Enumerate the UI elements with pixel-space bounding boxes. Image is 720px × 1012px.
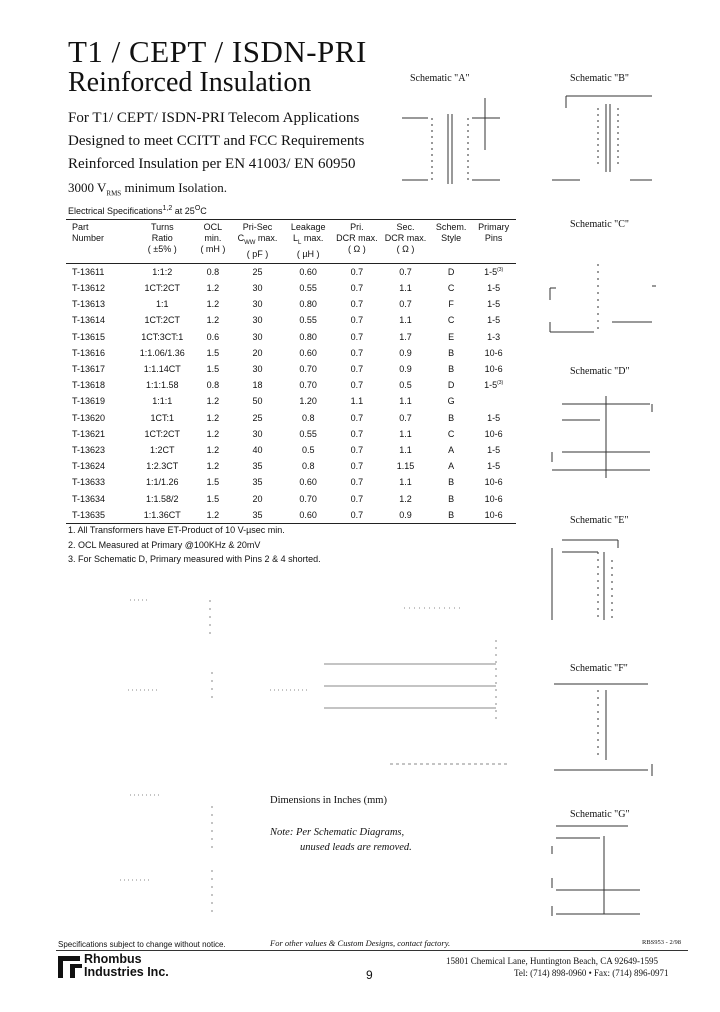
table-cell: 0.7 [350,347,364,358]
schematic-f-label: Schematic "F" [570,663,628,674]
table-cell: 0.80 [299,299,317,310]
schematic-c-diagram [550,264,656,332]
table-cell: 1.2 [206,299,220,310]
schematic-a-label: Schematic "A" [410,73,470,84]
table-cell: 0.70 [299,364,317,375]
table-cell: T-13620 [72,412,106,423]
table-cell: 35 [252,461,263,472]
schematic-d-diagram [552,396,652,478]
table-cell: 0.7 [350,266,364,277]
table-cell: 50 [252,396,263,407]
table-cell: 0.8 [206,380,220,391]
table-cell: 0.55 [299,283,317,294]
table-cell: 0.8 [301,412,315,423]
mechanical-outline [120,600,510,912]
table-cell: G [447,396,455,407]
table-cell: 0.5 [301,444,315,455]
table-cell: D [447,266,455,277]
table-cell: T-13612 [72,283,106,294]
dimensions-caption: Dimensions in Inches (mm) [270,795,387,806]
table-cell: 10-6 [471,507,516,524]
table-cell: 1:1.14CT [143,364,181,375]
schematic-a-diagram [402,98,500,184]
table-cell: 0.7 [350,444,364,455]
table-cell: T-13623 [72,444,106,455]
table-cell: 1-5 [487,315,501,326]
schematic-b-label: Schematic "B" [570,73,629,84]
table-cell: 10-6 [484,347,503,358]
table-cell: 25 [252,266,263,277]
table-cell: 0.9 [399,364,412,375]
table-cell: 1CT:2CT [144,283,181,294]
table-cell: 1:1:1.58 [146,380,179,391]
table-cell: 30 [252,315,263,326]
table-cell: B [448,364,455,375]
table-cell: 0.55 [299,315,317,326]
table-cell: 1-5 [487,412,501,423]
table-cell: 1.5 [206,493,220,504]
note-item: 3. For Schematic D, Primary measured with Pins 2 & 4 shorted. [68,554,321,564]
table-cell: 1.5 [206,347,220,358]
table-cell: 1-5$^{(3)}$ [484,266,504,277]
table-cell: 0.7 [399,299,412,310]
table-cell: 0.7 [350,315,364,326]
table-cell: 40 [252,444,263,455]
table-cell: 1-5 [487,461,501,472]
table-cell: 1:1/1.26 [146,477,179,488]
col-pri-dcr: Pri. DCR max. ( Ω ) [334,220,381,264]
table-cell: C [447,283,455,294]
table-cell: 1-3 [487,331,501,342]
table-cell: 1:1 [156,299,169,310]
feature-line: For T1/ CEPT/ ISDN-PRI Telecom Applications [68,110,360,126]
table-cell: 30 [252,299,263,310]
note-item: 2. OCL Measured at Primary @100KHz & 20mV [68,539,261,550]
isolation-rating: 3000 $V_{RMS}$ minimum Isolation. [68,180,228,198]
page-number: 9 [366,968,373,982]
table-cell: 1.2 [206,315,220,326]
schematic-g-diagram [552,826,640,916]
table-cell: 1.15 [396,461,415,472]
table-cell: 0.7 [350,477,364,488]
table-cell: 30 [252,331,263,342]
table-cell: 0.9 [399,347,412,358]
table-cell: 0.6 [206,331,220,342]
table-cell: 0.7 [350,461,364,472]
page-title: T1 / CEPT / ISDN-PRI [68,34,367,69]
table-cell: 0.7 [350,299,364,310]
table-cell: 1.1 [350,396,364,407]
table-cell: 1.5 [206,477,220,488]
col-sec-dcr: Sec. DCR max. ( Ω ) [380,220,431,264]
table-cell: 1:2CT [150,444,175,455]
table-cell: 1.1 [399,428,412,439]
table-cell: T-13611 [72,266,105,277]
table-cell: 0.7 [399,412,412,423]
table-cell: 10-6 [484,428,503,439]
table-cell: 1.2 [206,283,220,294]
table-cell: 0.7 [350,493,364,504]
table-cell: T-13613 [72,299,106,310]
table-cell: T-13634 [72,493,106,504]
table-cell: 1.2 [399,493,412,504]
table-cell: T-13618 [72,380,106,391]
table-cell: 1.1 [399,444,412,455]
table-cell: C [447,315,455,326]
table-cell: 1:1.58/2 [146,493,179,504]
page-subtitle: Reinforced Insulation [68,67,312,98]
footer-divider [56,950,688,951]
table-cell: 1-5 [487,283,501,294]
table-cell: E [448,331,455,342]
table-cell: 0.8 [206,266,220,277]
feature-line: Designed to meet CCITT and FCC Requirements [68,133,365,149]
table-cell: 0.7 [350,428,364,439]
table-cell: 1:1:2 [152,266,173,277]
table-cell: 0.80 [299,331,317,342]
table-cell: T-13616 [72,347,106,358]
table-cell: 0.7 [350,331,364,342]
table-cell: 0.7 [399,266,412,277]
table-cell: 1-5 [487,299,501,310]
table-cell: A [448,461,455,472]
table-cell: A [448,444,455,455]
feature-line: Reinforced Insulation per EN 41003/ EN 60950 [68,156,356,172]
table-cell: 1-5$^{(3)}$ [484,380,504,391]
table-cell: 0.7 [334,507,381,524]
table-cell: B [448,493,455,504]
table-cell: B [448,412,455,423]
note-item: 1. All Transformers have ET-Product of 10 V-µsec min. [68,525,285,535]
table-cell: 1CT:3CT:1 [141,331,184,342]
table-cell: 1:1.36CT [131,507,194,524]
table-cell: 0.70 [299,493,317,504]
col-schematic-style: Schem. Style [431,220,472,264]
schematic-e-label: Schematic "E" [570,515,629,526]
footer-custom-designs: For other values & Custom Designs, contact factory. [270,938,451,948]
table-cell: 10-6 [484,364,503,375]
table-cell: 1.5 [206,364,220,375]
table-cell: T-13614 [72,315,106,326]
schematic-b-diagram [552,96,652,180]
table-cell: 1.1 [399,315,412,326]
schematic-note: Note: Per Schematic Diagrams, unused leads are removed. [270,827,412,853]
table-cell: 1.1 [399,283,412,294]
table-cell: D [447,380,455,391]
footer-doc-code: RBS953 - 2/98 [642,939,682,946]
table-cell: 1:1.06/1.36 [139,347,185,358]
table-cell: B [448,477,455,488]
table-cell: 30 [252,364,263,375]
table-cell: 1.2 [194,507,233,524]
col-part-number: Part Number [66,220,131,264]
table-cell: 0.60 [299,347,317,358]
table-cell: T-13617 [72,364,106,375]
table-cell: B [431,507,472,524]
table-cell: 0.5 [399,380,412,391]
table-cell: 35 [252,477,263,488]
table-cell: 10-6 [484,493,503,504]
table-cell: C [447,428,455,439]
col-capacitance: Pri-Sec $C_{WW}$ max. ( pF ) [232,220,283,264]
table-cell: 1.2 [206,428,220,439]
table-cell: 10-6 [484,477,503,488]
table-cell: T-13633 [72,477,106,488]
schematic-g-label: Schematic "G" [570,809,630,820]
table-cell: 0.7 [350,364,364,375]
schematic-d-label: Schematic "D" [570,366,630,377]
table-cell: 1.20 [299,396,317,407]
table-cell: 0.7 [350,380,364,391]
company-name: Rhombus Industries Inc. [84,952,169,979]
table-cell: T-13621 [72,428,106,439]
table-cell: 0.7 [350,412,364,423]
table-cell: T-13624 [72,461,106,472]
table-cell: 20 [252,493,263,504]
schematic-c-label: Schematic "C" [570,219,629,230]
table-cell: T-13615 [72,331,106,342]
table-cell: 1.7 [399,331,412,342]
table-cell: 20 [252,347,263,358]
table-cell: 0.9 [380,507,431,524]
table-cell: T-13635 [66,507,131,524]
schematic-e-diagram [552,540,618,620]
table-cell: 18 [252,380,263,391]
table-cell: 0.60 [299,266,317,277]
spec-caption: Electrical Specifications$^{1,2}$ at $25^OC$ [68,205,207,216]
table-cell: 1.2 [206,461,220,472]
table-cell: 1-5 [487,444,501,455]
table-cell: 1.2 [206,412,220,423]
table-cell: 1:2.3CT [146,461,179,472]
table-cell: 0.55 [299,428,317,439]
table-cell: 0.60 [283,507,334,524]
table-cell: 30 [252,283,263,294]
table-cell: 1.2 [206,396,220,407]
table-cell: 0.70 [299,380,317,391]
col-turns-ratio: Turns Ratio ( ±5% ) [131,220,194,264]
table-cell: B [448,347,455,358]
table-cell: F [448,299,454,310]
table-cell: 30 [252,428,263,439]
table-cell: 1CT:2CT [144,315,181,326]
table-cell: 0.7 [350,283,364,294]
col-ocl: OCL min. ( mH ) [194,220,233,264]
table-cell: 1.1 [399,396,412,407]
table-cell: 25 [252,412,263,423]
table-cell: 35 [232,507,283,524]
table-cell: 0.8 [301,461,315,472]
table-cell: 0.60 [299,477,317,488]
col-primary-pins: Primary Pins [471,220,516,264]
table-cell: 1CT:1 [150,412,175,423]
table-cell: T-13619 [72,396,106,407]
col-leakage: Leakage $L_L$ max. ( µH ) [283,220,334,264]
rhombus-logo-icon [58,956,82,978]
table-cell: 1:1:1 [152,396,173,407]
table-cell: 1.1 [399,477,412,488]
schematic-f-diagram [554,684,652,776]
table-cell: 1.2 [206,444,220,455]
company-address: 15801 Chemical Lane, Huntington Beach, CA 92649-1595 Tel: (714) 898-0960 • Fax: (714) 896-0971 [446,956,669,978]
footer-disclaimer: Specifications subject to change without notice. [58,940,226,949]
table-cell: 1CT:2CT [144,428,181,439]
